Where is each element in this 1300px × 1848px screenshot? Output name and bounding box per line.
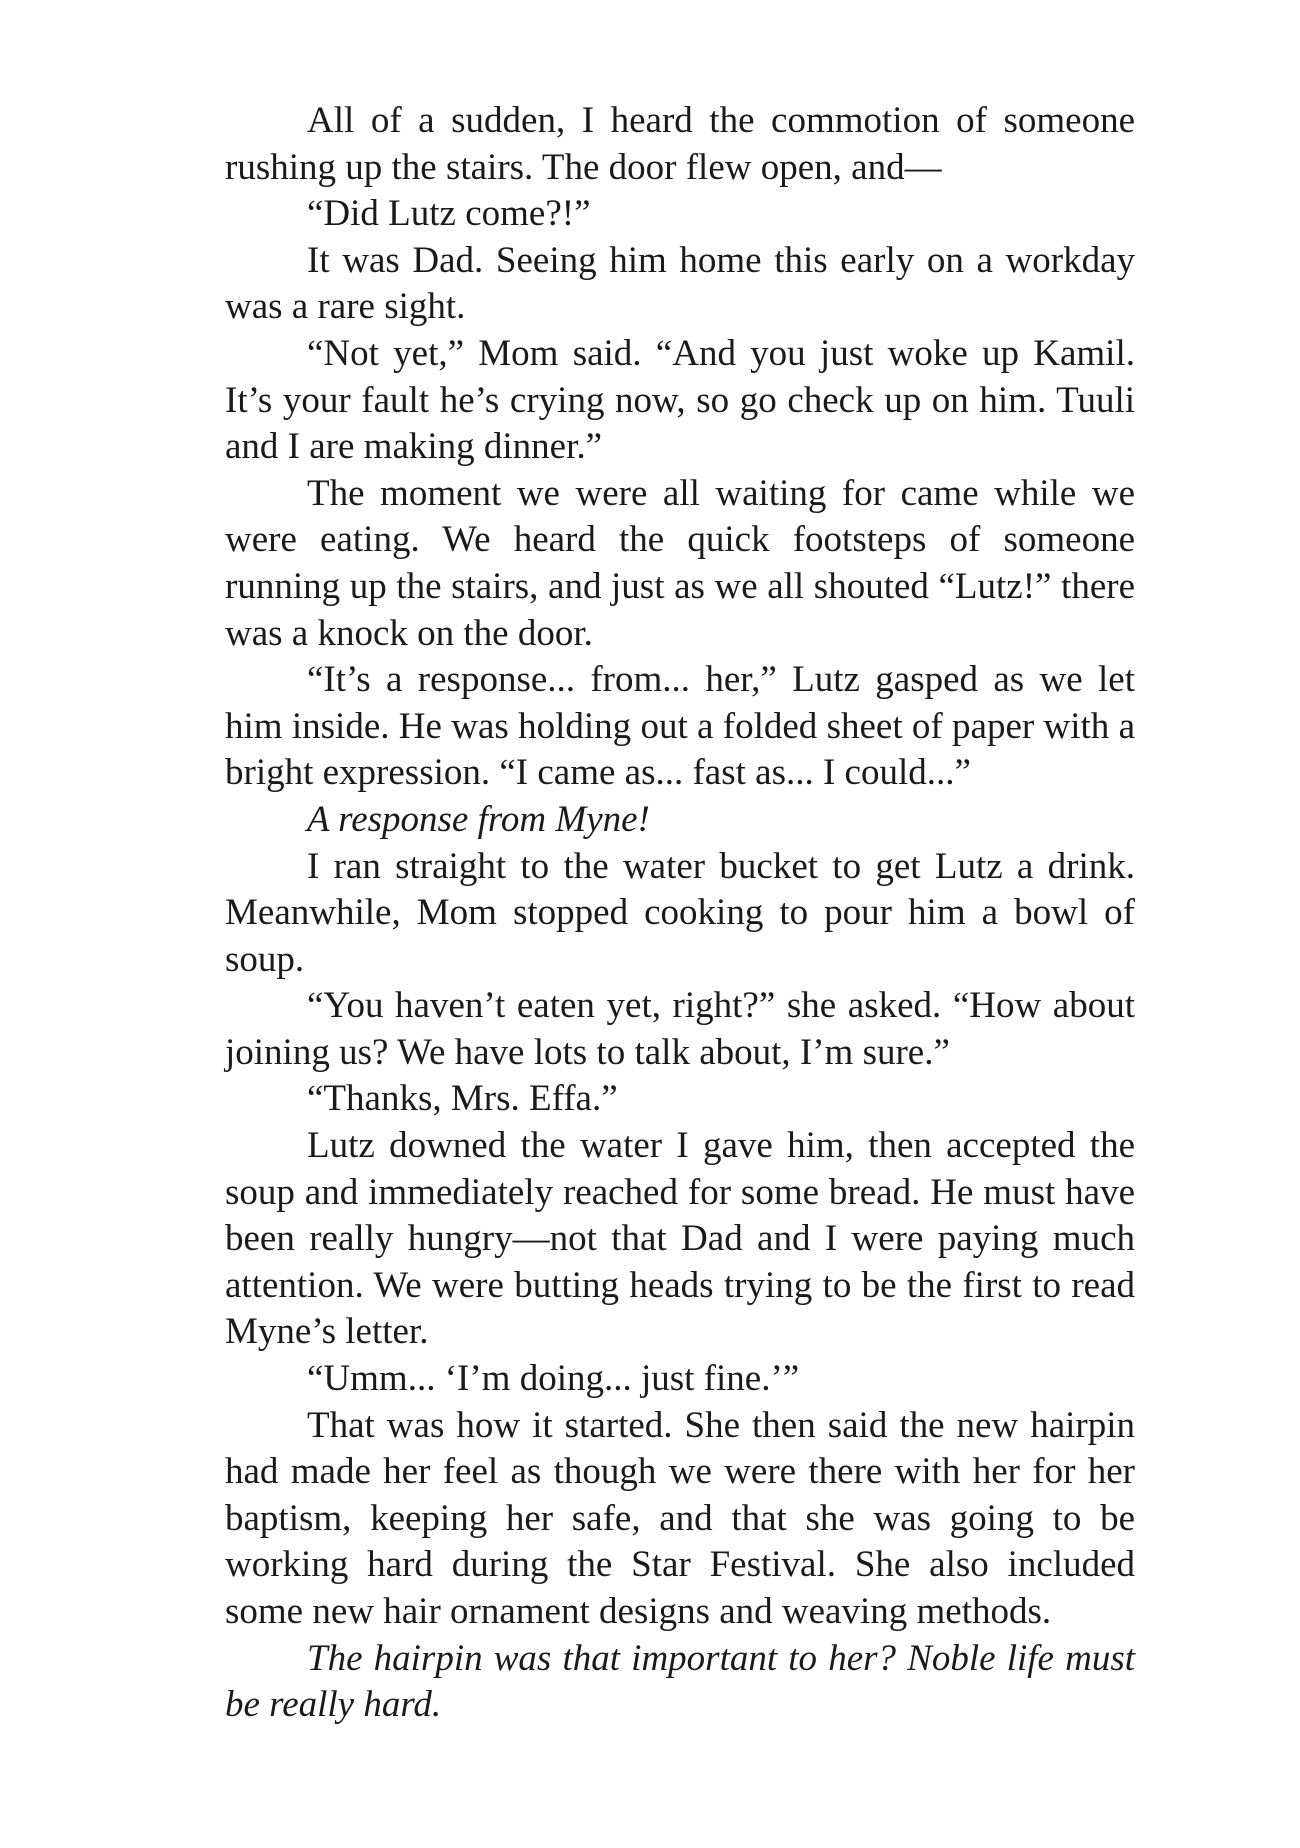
book-page	[225, 98, 1135, 1729]
paragraph: That was how it started. She then said the new hairpin had made her feel as though we were there with her for her baptism, keeping her safe, and that she was going to be working hard during the Star Festival. She also included some new hair ornament designs and weaving methods.	[225, 1404, 1135, 1632]
italic-thought: The hairpin was that important to her? Noble life must be really hard.	[225, 1637, 1135, 1726]
paragraph: “Did Lutz come?!”	[307, 193, 591, 235]
paragraph: The moment we were all waiting for came while we were eating. We heard the quick footsteps of someone running up the stairs, and just as we all shouted “Lutz!” there was a knock on the door.	[225, 472, 1135, 654]
paragraph: All of a sudden, I heard the commotion of someone rushing up the stairs. The door flew open, and—	[225, 100, 1135, 188]
paragraph: “Umm... ‘I’m doing... just fine.’”	[307, 1358, 800, 1400]
paragraph: “It’s a response... from... her,” Lutz gasped as we let him inside. He was holding out a folded sheet of paper with a bright expression. “I came as... fast as... I could...”	[225, 659, 1135, 794]
italic-thought: A response from Myne!	[307, 798, 650, 840]
paragraph: “You haven’t eaten yet, right?” she asked. “How about joining us? We have lots to talk about, I’m sure.”	[225, 985, 1135, 1073]
paragraph: “Thanks, Mrs. Effa.”	[307, 1078, 618, 1120]
paragraph: It was Dad. Seeing him home this early on a workday was a rare sight.	[225, 239, 1135, 328]
paragraph: Lutz downed the water I gave him, then accepted the soup and immediately reached for some bread. He must have been really hungry—not that Dad and I were paying much attention. We were butting heads trying to be the first to read Myne’s letter.	[225, 1125, 1135, 1353]
paragraph: “Not yet,” Mom said. “And you just woke up Kamil. It’s your fault he’s crying now, so go check up on him. Tuuli and I are making dinner.”	[225, 332, 1135, 468]
paragraph: I ran straight to the water bucket to get Lutz a drink. Meanwhile, Mom stopped cooking to pour him a bowl of soup.	[225, 845, 1135, 980]
